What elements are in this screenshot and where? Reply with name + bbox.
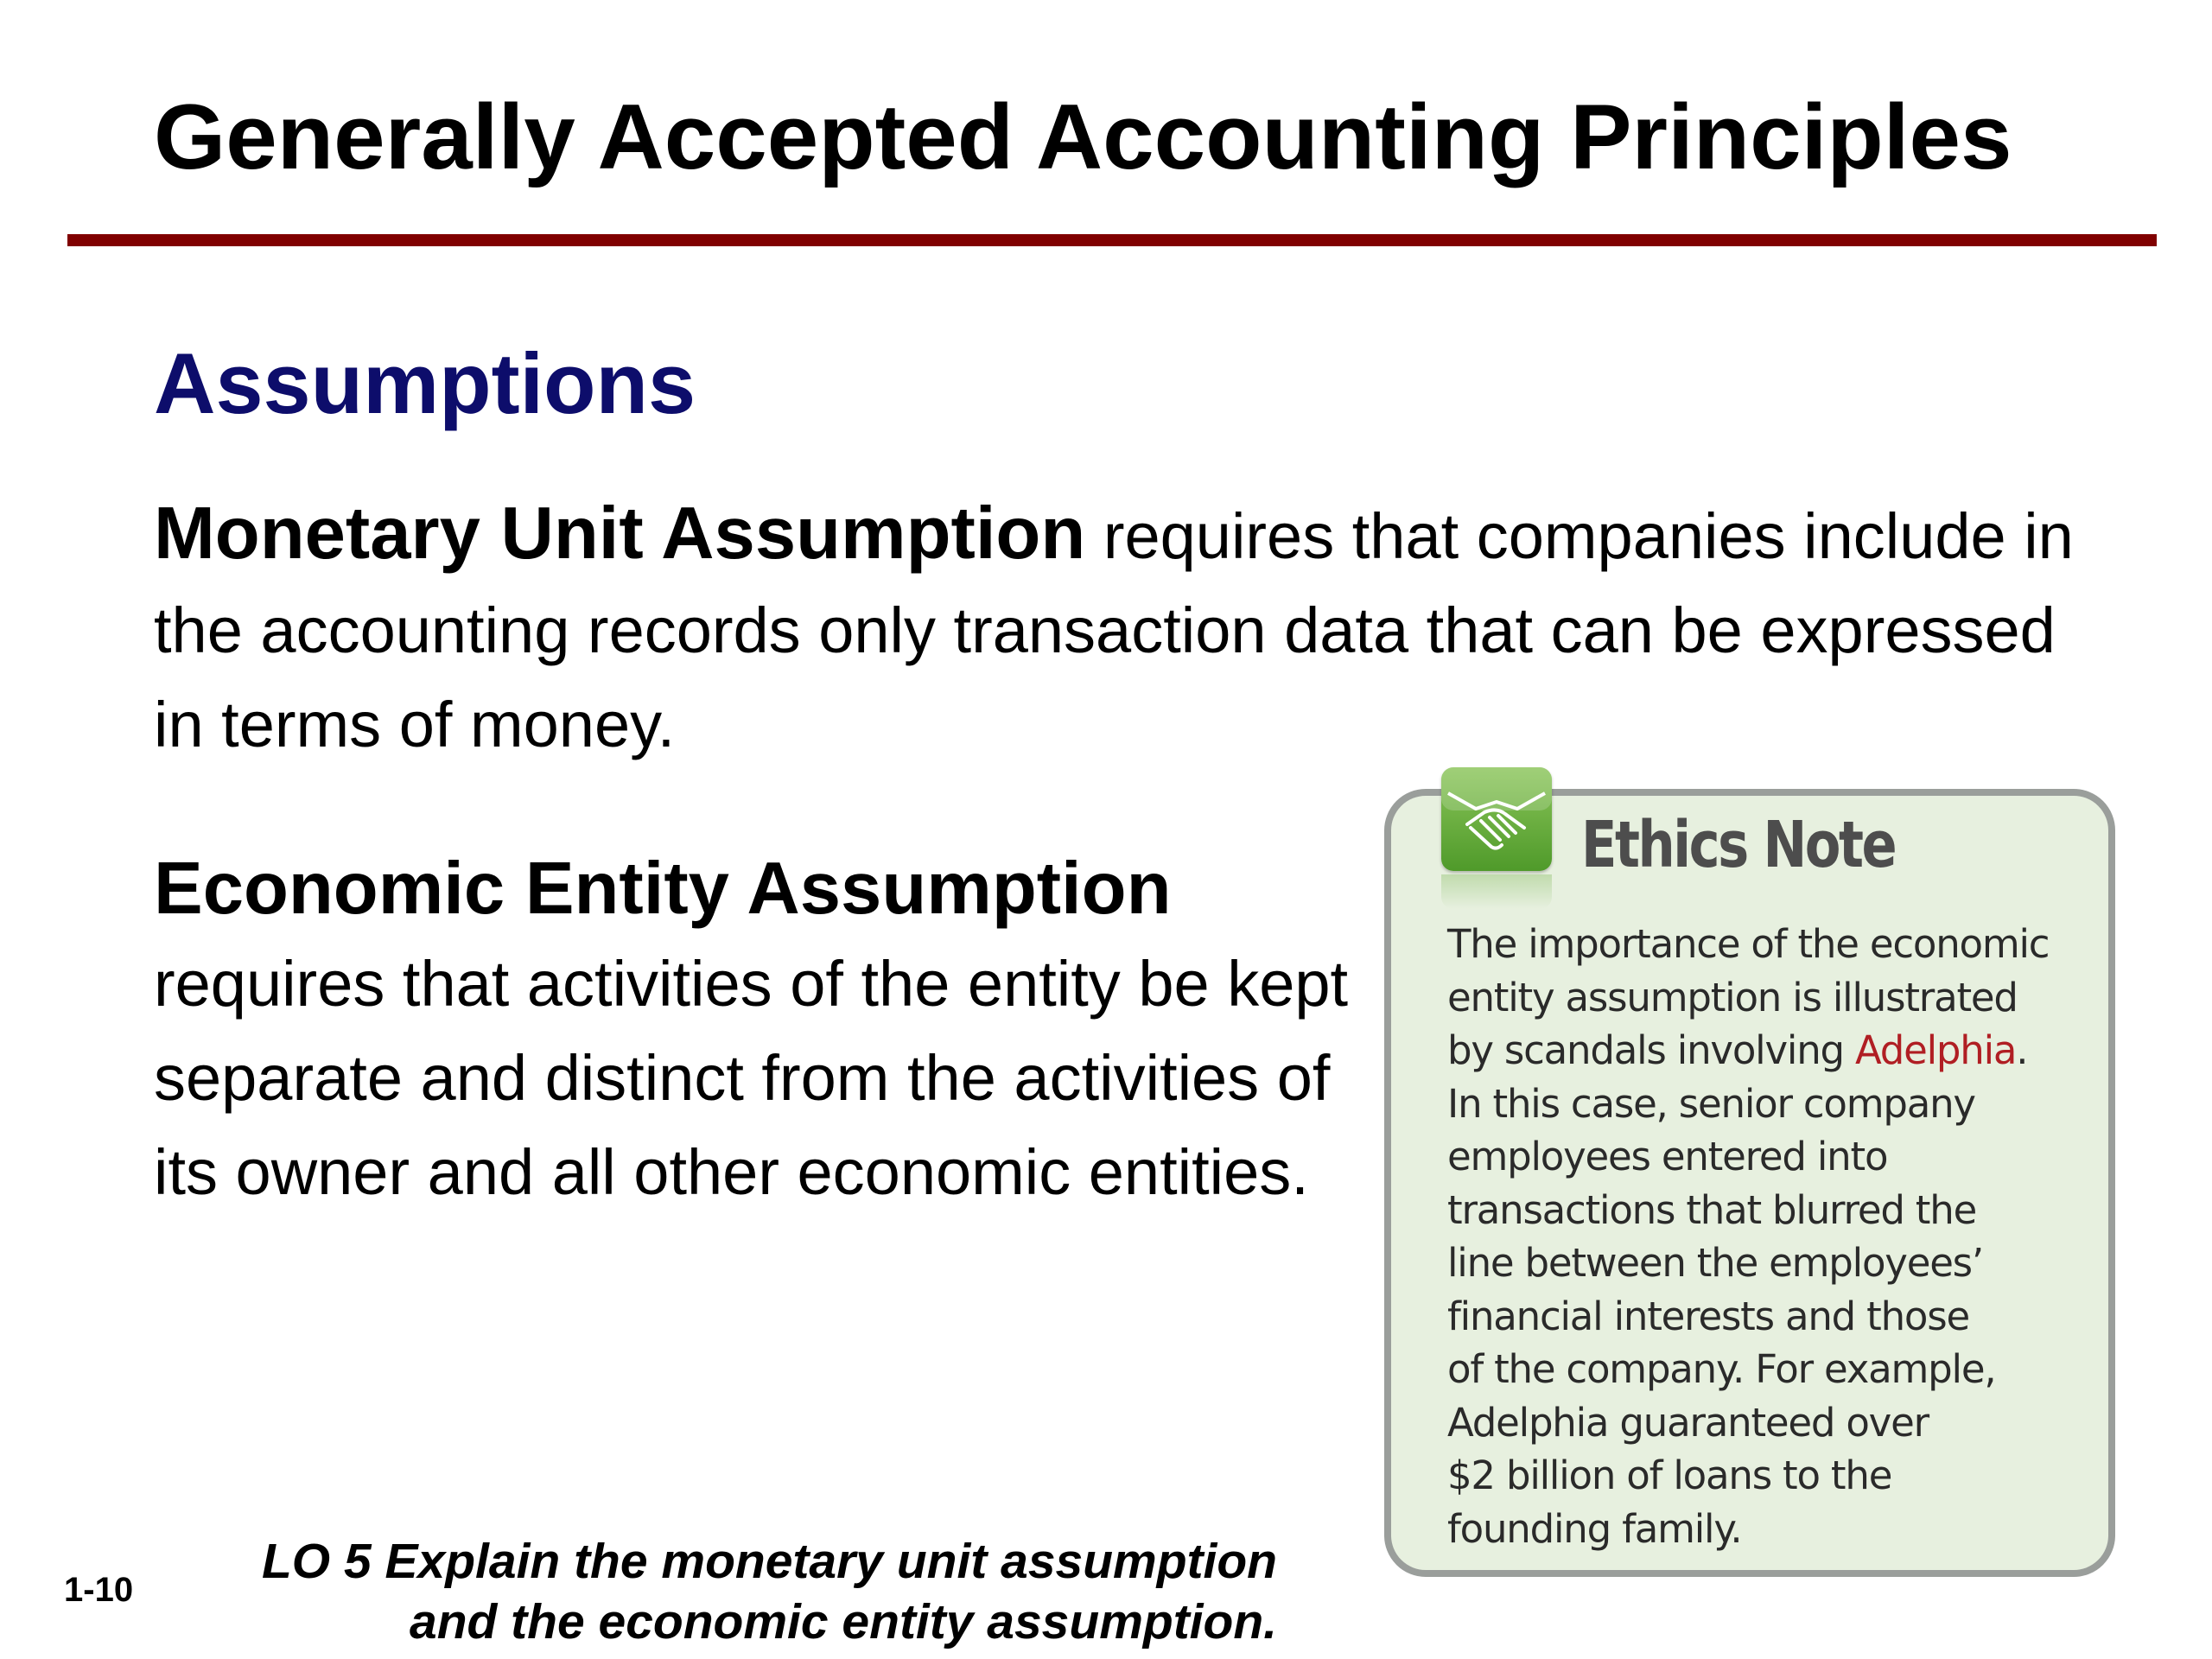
ethics-line: founding family. [1447,1505,1742,1552]
section-heading: Assumptions [154,335,696,431]
ethics-line [1447,1024,2104,1077]
ethics-line: Adelphia guaranteed over [1447,1399,1929,1446]
economic-entity-text: requires that activities of the entity be kept separate and distinct from the activities of its owner and all other economic entities. [154,948,1349,1208]
ethics-note-title: Ethics Note [1581,808,1896,882]
slide-title: Generally Accepted Accounting Principles [154,85,2012,188]
learning-objective-line: LO 5 Explain the monetary unit assumption [261,1534,1277,1589]
ethics-line-text: . [2016,1027,2028,1073]
ethics-line: transactions that blurred the [1447,1186,1977,1233]
company-name: Adelphia [1854,1027,2017,1073]
slide-number: 1-10 [64,1571,134,1609]
monetary-unit-text: requires that companies include in the accounting records only transaction data that can be expressed in terms of money. [154,500,2074,760]
title-divider [67,234,2157,246]
ethics-line: entity assumption is illustrated [1447,974,2018,1020]
ethics-line-text: by scandals involving [1447,1027,1855,1073]
learning-objective [173,1531,1277,1652]
icon-reflection [1441,874,1552,909]
economic-entity-paragraph [154,842,1363,1219]
ethics-line: In this case, senior company [1447,1080,1975,1127]
monetary-unit-paragraph [154,486,2098,772]
handshake-icon [1441,767,1552,871]
ethics-line: employees entered into [1447,1134,1888,1179]
ethics-line: $2 billion of loans to the [1447,1452,1892,1498]
learning-objective-line: and the economic entity assumption. [410,1594,1277,1649]
ethics-note-body [1447,918,2104,1555]
ethics-line: line between the employees’ [1447,1240,1984,1286]
ethics-line: financial interests and those [1447,1293,1969,1339]
ethics-line: The importance of the economic [1447,921,2050,967]
monetary-unit-term: Monetary Unit Assumption [154,493,1086,575]
ethics-line: of the company. For example, [1447,1346,1996,1392]
economic-entity-term: Economic Entity Assumption [154,848,1172,930]
